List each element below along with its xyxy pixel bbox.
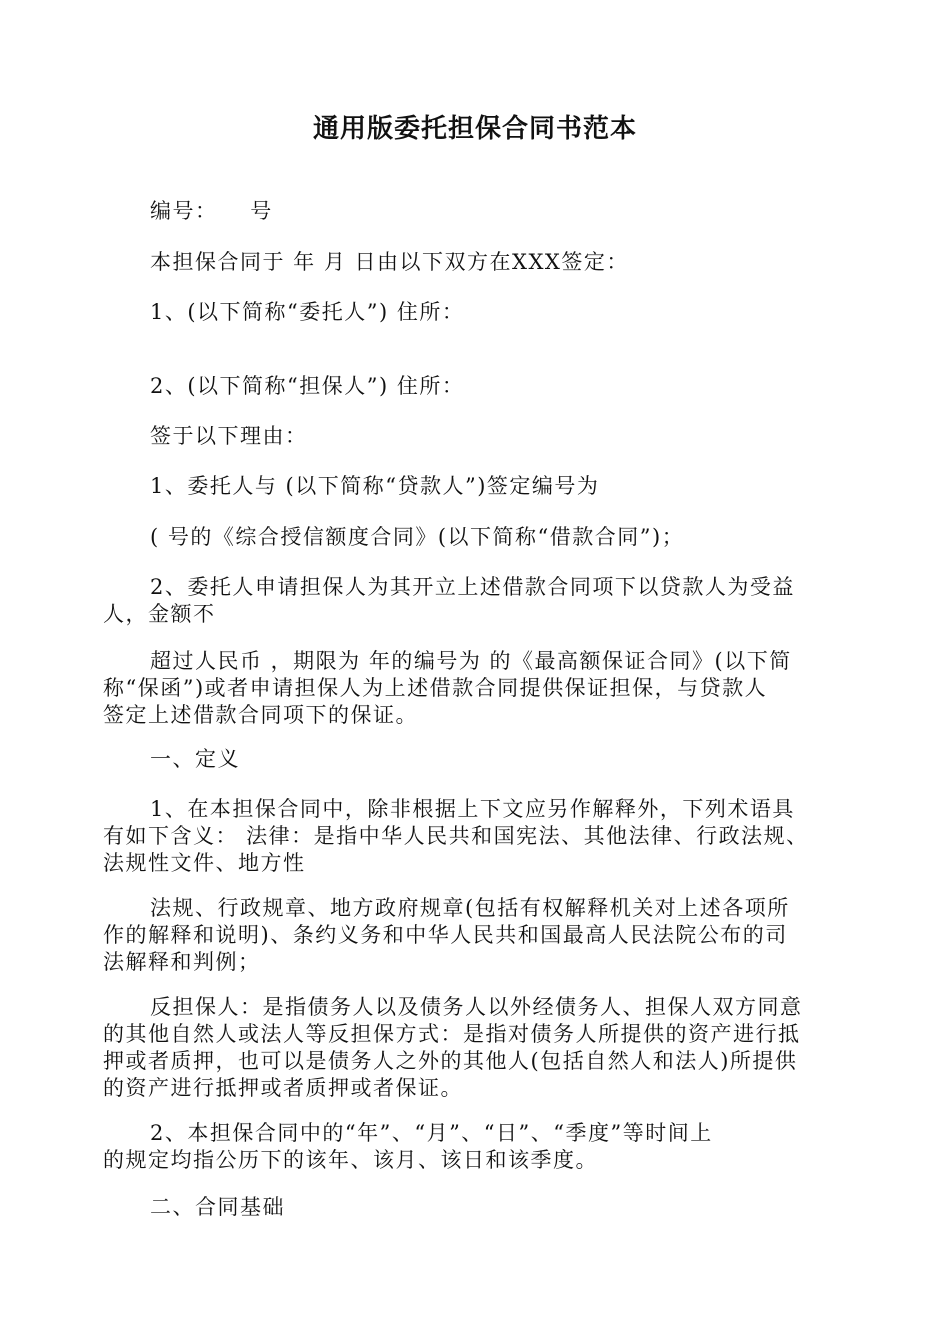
text-line: 2、委托人申请担保人为其开立上述借款合同项下以贷款人为受益	[150, 575, 795, 599]
text-line: 1、委托人与 (以下简称“贷款人”)签定编号为	[150, 474, 600, 498]
text-line: 一、定义	[150, 747, 240, 771]
contract-number-line	[103, 198, 853, 225]
text-line: ( 号的《综合授信额度合同》(以下简称“借款合同”)；	[150, 525, 685, 549]
text-line: 签定上述借款合同项下的保证。	[103, 703, 418, 727]
text-line: 1、(以下简称“委托人”) 住所：	[150, 300, 465, 324]
text-line: 超过人民币 ，期限为 年的编号为 的《最高额保证合同》(以下简	[150, 649, 792, 673]
definition2-paragraph	[103, 1120, 853, 1174]
text-line: 反担保人：是指债务人以及债务人以外经债务人、担保人双方同意	[150, 995, 803, 1019]
text-line: 法解释和判例；	[103, 950, 261, 974]
intro-paragraph	[103, 249, 853, 276]
party2-paragraph	[103, 373, 853, 400]
text-line: 作的解释和说明)、条约义务和中华人民共和国最高人民法院公布的司	[103, 923, 788, 947]
text-line: 2、(以下简称“担保人”) 住所：	[150, 374, 465, 398]
reasons-heading	[103, 423, 853, 450]
definition1-paragraph	[103, 796, 853, 877]
section-heading-contract-basis	[103, 1194, 853, 1221]
reason1-continued-paragraph	[103, 524, 853, 551]
text-line: 本担保合同于 年 月 日由以下双方在XXX签定：	[150, 250, 629, 274]
text-line: 1、在本担保合同中，除非根据上下文应另作解释外，下列术语具	[150, 797, 795, 821]
text-line: 编号： 号	[150, 199, 273, 223]
text-line: 法规、行政规章、地方政府规章(包括有权解释机关对上述各项所	[150, 896, 790, 920]
document-title: 通用版委托担保合同书范本	[312, 114, 637, 144]
text-line: 的其他自然人或法人等反担保方式：是指对债务人所提供的资产进行抵	[103, 1022, 801, 1046]
section-heading-definitions	[103, 746, 853, 773]
reason2-continued-paragraph	[103, 648, 853, 729]
text-line: 人，金额不	[103, 602, 216, 626]
definition1-continued-paragraph	[103, 895, 853, 976]
text-line: 有如下含义： 法律：是指中华人民共和国宪法、其他法律、行政法规、	[103, 824, 809, 848]
reason2-paragraph	[103, 574, 853, 628]
text-line: 的规定均指公历下的该年、该月、该日和该季度。	[103, 1148, 598, 1172]
party1-paragraph	[103, 299, 853, 326]
text-line: 称“保函”)或者申请担保人为上述借款合同提供保证担保，与贷款人	[103, 676, 768, 700]
counter-guarantor-paragraph	[103, 994, 853, 1102]
reason1-paragraph	[103, 473, 853, 500]
text-line: 签于以下理由：	[150, 424, 308, 448]
text-line: 押或者质押，也可以是债务人之外的其他人(包括自然人和法人)所提供	[103, 1049, 798, 1073]
text-line: 法规性文件、地方性	[103, 851, 306, 875]
text-line: 2、本担保合同中的“年”、“月”、“日”、“季度”等时间上	[150, 1121, 713, 1145]
text-line: 的资产进行抵押或者质押或者保证。	[103, 1076, 463, 1100]
text-line: 二、合同基础	[150, 1195, 285, 1219]
